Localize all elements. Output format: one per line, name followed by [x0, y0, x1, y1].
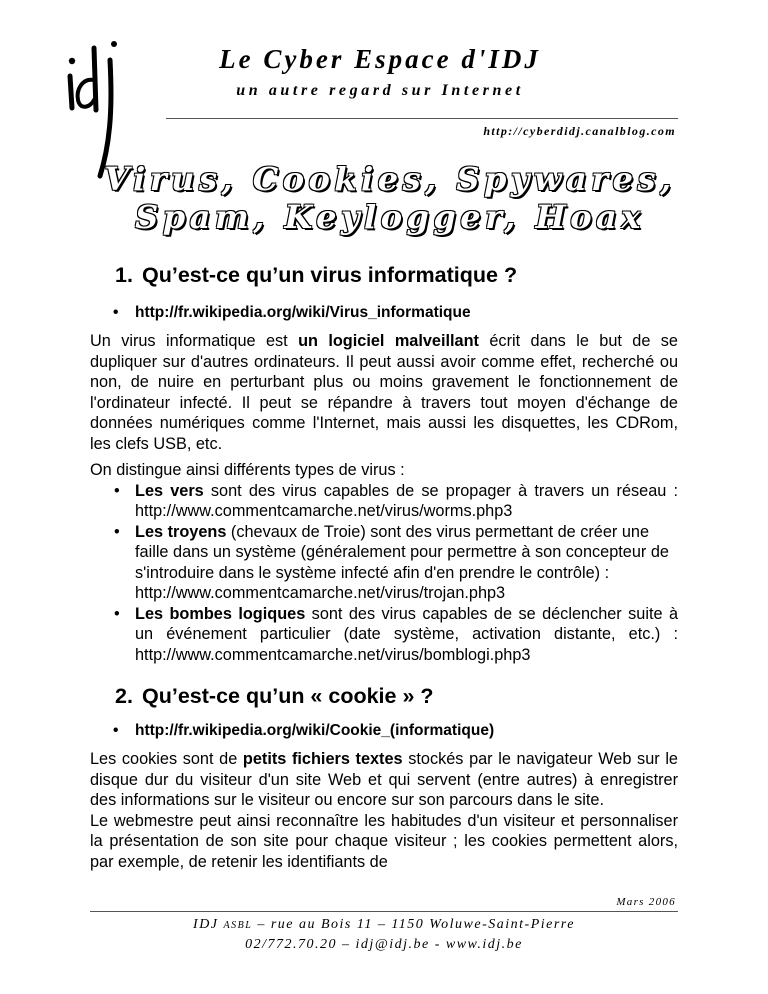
header-divider — [166, 118, 678, 119]
bullet-icon: • — [114, 604, 120, 623]
site-subtitle: un autre regard sur Internet — [236, 82, 524, 99]
section-2-number: 2. — [115, 684, 133, 708]
virus-type-description: sont des virus capables de se propager à travers un réseau : http://www.commentcamarche.net/virus/worms.php3 — [135, 481, 678, 520]
site-url-link[interactable]: http://cyberdidj.canalblog.com — [483, 124, 676, 138]
page-title-line-2: Spam, Keylogger, Hoax — [135, 198, 645, 236]
footer-org-type: ASBL — [223, 920, 253, 931]
emphasis-text: un logiciel malveillant — [298, 332, 479, 350]
section-2-link-item — [113, 722, 494, 740]
section-1-paragraph — [90, 331, 678, 454]
bullet-icon: • — [114, 481, 120, 500]
text-run: Les cookies sont de — [90, 750, 243, 768]
virus-type-description: (chevaux de Troie) sont des virus permettant de créer une faille dans un système (généralement pour permettre à son concepteur de s'introduire dans le système infecté afin d'en prendre le contrôle) : http://www.commentcamarche.net/virus/trojan.php3 — [135, 522, 669, 602]
footer-date: Mars 2006 — [616, 896, 676, 908]
site-title: Le Cyber Espace d'IDJ — [219, 44, 541, 74]
text-run: écrit dans le but de se dupliquer sur d'autres ordinateurs. Il peut aussi avoir comme effet, recherché ou non, de nuire en perturbant plus ou moins gravement le fonctionnement de l'ordinateur infecté. Il peut se répandre à travers tout moyen d'échange de données numériques comme l'Internet, mais aussi les disquettes, les CDRom, les clefs USB, etc. — [90, 332, 678, 453]
section-1-title: Qu’est-ce qu’un virus informatique ? — [142, 263, 518, 287]
section-1-link-item — [113, 304, 471, 322]
footer-address-text: – rue au Bois 11 – 1150 Woluwe-Saint-Pierre — [252, 917, 575, 932]
section-1-number: 1. — [115, 263, 133, 287]
emphasis-text: petits fichiers textes — [242, 750, 403, 768]
virus-type-name: Les troyens — [135, 522, 227, 541]
virus-type-item — [90, 522, 678, 604]
bullet-icon: • — [113, 304, 119, 321]
footer-address — [90, 917, 678, 933]
virus-type-item — [90, 604, 678, 666]
section-1-link[interactable]: http://fr.wikipedia.org/wiki/Virus_informatique — [135, 304, 471, 321]
section-2-title: Qu’est-ce qu’un « cookie » ? — [142, 684, 434, 708]
page-title-line-1: Virus, Cookies, Spywares, — [104, 160, 676, 198]
virus-type-item — [90, 481, 678, 522]
footer-divider — [90, 911, 678, 912]
section-2-heading — [115, 684, 434, 709]
section-2-paragraph-2: Le webmestre peut ainsi reconnaître les habitudes d'un visiteur et personnaliser la présentation de son site pour chaque visiteur ; les cookies permettent alors, par exemple, de retenir les identifiants de — [90, 811, 678, 871]
virus-type-name: Les bombes logiques — [135, 604, 306, 623]
footer-org: IDJ — [193, 917, 219, 932]
section-1-heading — [115, 263, 517, 288]
virus-types-block — [90, 460, 678, 665]
section-2-paragraph — [90, 749, 678, 872]
section-2-link[interactable]: http://fr.wikipedia.org/wiki/Cookie_(informatique) — [135, 722, 495, 739]
text-run: Un virus informatique est — [90, 332, 299, 350]
virus-type-description: sont des virus capables de se déclencher suite à un événement particulier (date système, activation distante, etc.) : http://www.commentcamarche.net/virus/bomblogi.php3 — [135, 604, 679, 664]
bullet-icon: • — [113, 722, 119, 739]
virus-type-name: Les vers — [135, 481, 204, 500]
footer-contact: 02/772.70.20 – idj@idj.be - www.idj.be — [245, 937, 523, 952]
virus-types-intro: On distingue ainsi différents types de virus : — [90, 461, 405, 479]
bullet-icon: • — [114, 522, 120, 541]
text-run: stockés par le navigateur Web sur le disque dur du visiteur d'un site Web et qui servent (entre autres) à enregistrer des informations sur le visiteur ou encore sur son parcours dans le site. — [90, 750, 678, 809]
